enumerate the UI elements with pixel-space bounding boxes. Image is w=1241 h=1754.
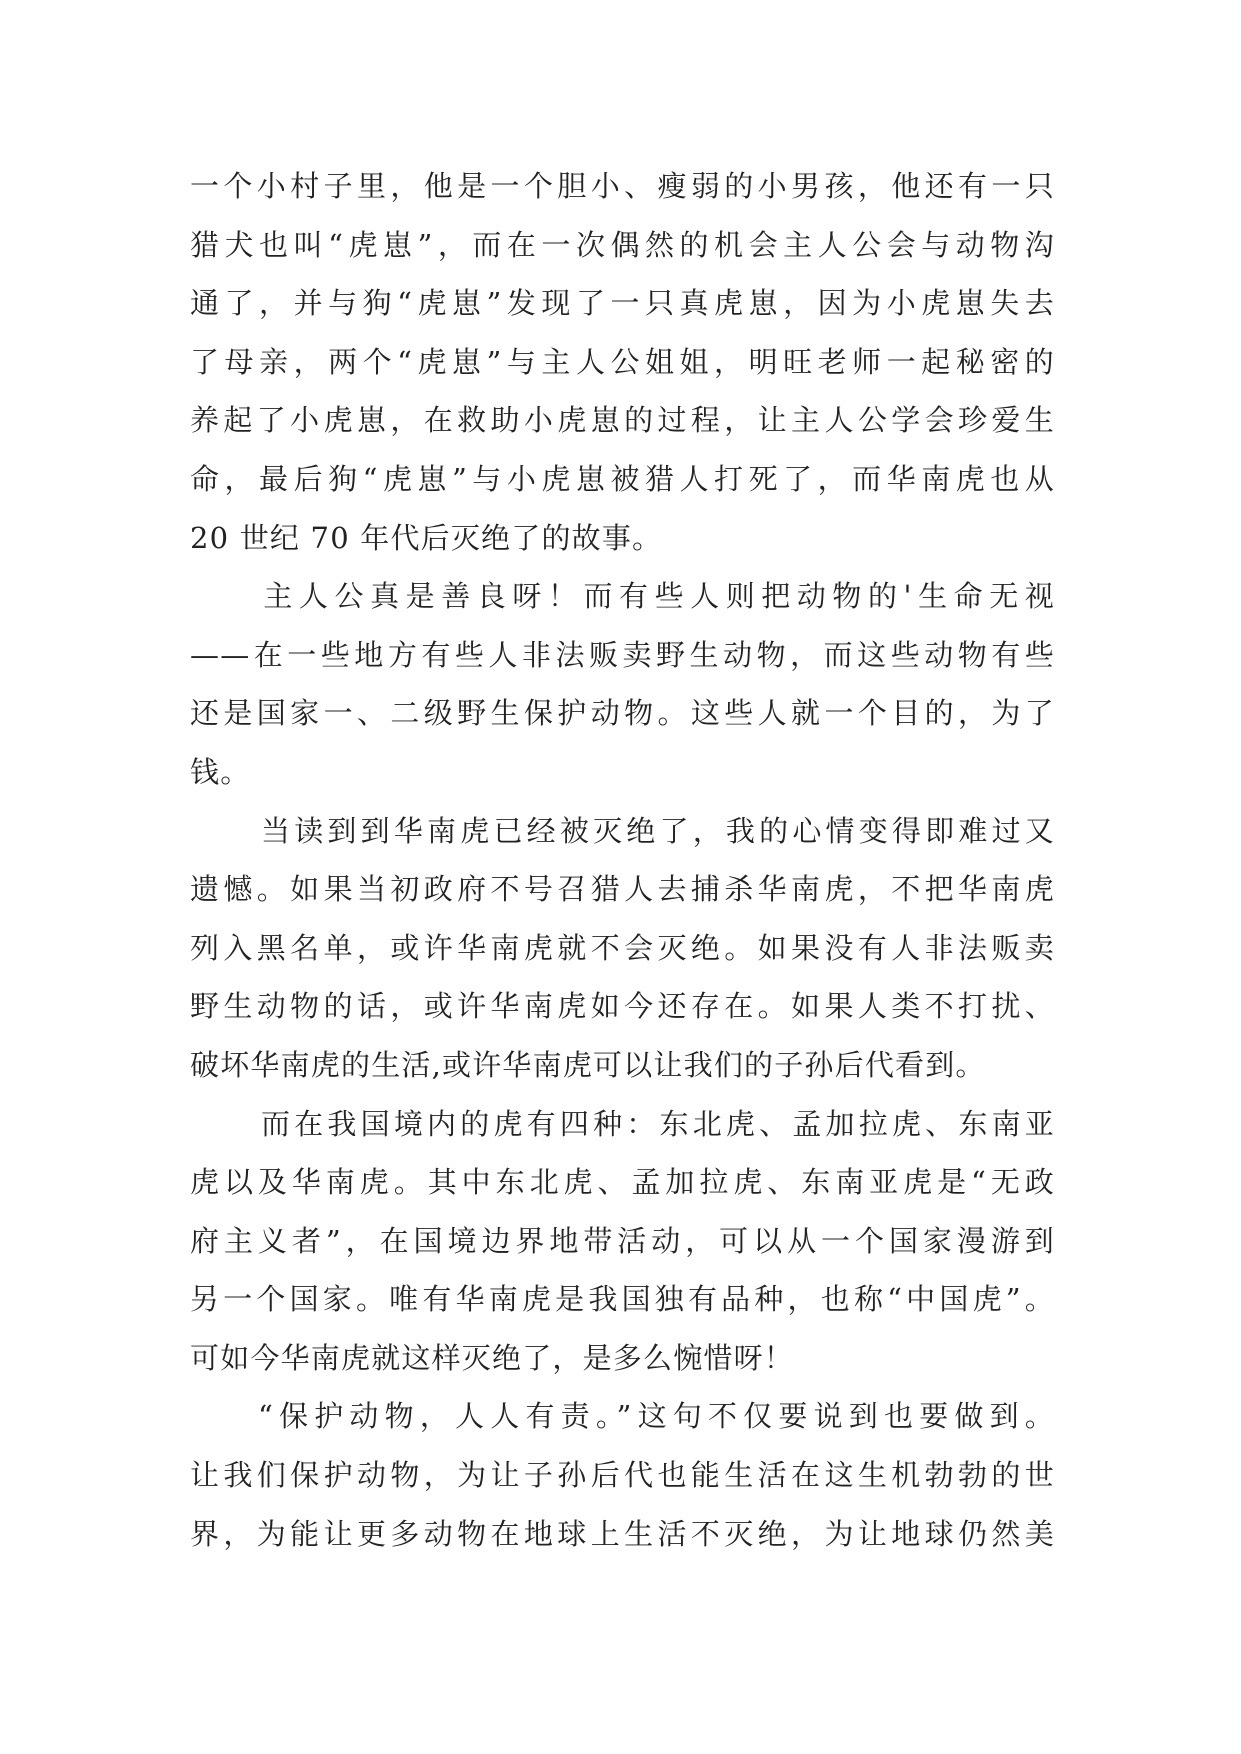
text-line: 另一个国家。唯有华南虎是我国独有品种，也称“中国虎”。 (190, 1282, 1055, 1317)
paragraph-3 (190, 802, 1055, 1095)
text-line (190, 1387, 1055, 1446)
text-line: 野生动物的话，或许华南虎如今还存在。如果人类不打扰、 (190, 989, 1055, 1024)
text-line: 一个小村子里，他是一个胆小、瘦弱的小男孩，他还有一只 (190, 169, 1055, 203)
text-line: 让我们保护动物，为让子孙后代也能生活在这生机勃勃的世 (190, 1458, 1055, 1493)
text-line: 还是国家一、二级野生保护动物。这些人就一个目的，为了 (190, 696, 1055, 731)
text-line: ——在一些地方有些人非法贩卖野生动物，而这些动物有些 (190, 637, 1055, 672)
paragraph-1 (190, 157, 1055, 567)
document-body (190, 157, 1055, 1563)
text-line: 府主义者”，在国境边界地带活动，可以从一个国家漫游到 (190, 1223, 1055, 1258)
paragraph-2 (190, 567, 1055, 801)
text-line: 列入黑名单，或许华南虎就不会灭绝。如果没有人非法贩卖 (190, 930, 1055, 965)
paragraph-4 (190, 1095, 1055, 1388)
text-line: 命，最后狗“虎崽”与小虎崽被猎人打死了，而华南虎也从 (190, 461, 1055, 496)
text-line: 破坏华南虎的生活,或许华南虎可以让我们的子孙后代看到。 (190, 1047, 986, 1082)
text-line-content: 而在我国境内的虎有四种：东北虎、孟加拉虎、东南亚 (258, 1106, 1055, 1141)
text-line: 20 世纪 70 年代后灭绝了的故事。 (190, 520, 663, 555)
text-line: 钱。 (190, 754, 251, 789)
text-line: 通了，并与狗“虎崽”发现了一只真虎崽，因为小虎崽失去 (190, 286, 1055, 321)
text-line: 遗憾。如果当初政府不号召猎人去捕杀华南虎，不把华南虎 (190, 872, 1055, 907)
text-line-content: “保护动物，人人有责。”这句不仅要说到也要做到。 (258, 1399, 1055, 1434)
paragraph-5 (190, 1387, 1055, 1563)
text-line: 了母亲，两个“虎崽”与主人公姐姐，明旺老师一起秘密的 (190, 344, 1055, 379)
text-line: 猎犬也叫“虎崽”，而在一次偶然的机会主人公会与动物沟 (190, 227, 1055, 262)
text-line (190, 802, 1055, 861)
text-line: 虎以及华南虎。其中东北虎、孟加拉虎、东南亚虎是“无政 (190, 1165, 1055, 1200)
text-line (190, 1095, 1055, 1154)
text-line-content: 当读到到华南虎已经被灭绝了，我的心情变得即难过又 (258, 813, 1055, 848)
text-line: 可如今华南虎就这样灭绝了，是多么惋惜呀！ (190, 1340, 795, 1375)
text-line-content: 主人公真是善良呀！而有些人则把动物的'生命无视 (258, 579, 1055, 614)
text-line: 界，为能让更多动物在地球上生活不灭绝，为让地球仍然美 (190, 1516, 1055, 1551)
text-line: 养起了小虎崽，在救助小虎崽的过程，让主人公学会珍爱生 (190, 403, 1055, 438)
text-line (190, 567, 1055, 626)
